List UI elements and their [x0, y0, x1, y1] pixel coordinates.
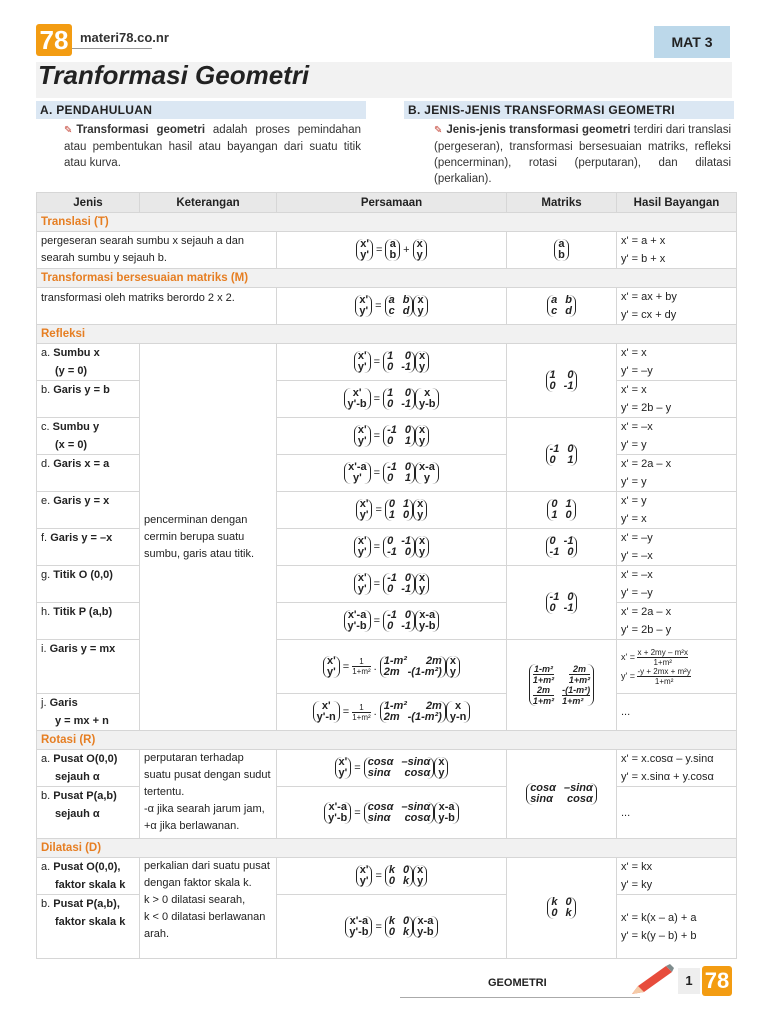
rotasi-b-result: ...	[617, 787, 737, 839]
transformation-table	[36, 192, 737, 959]
page-title: Tranformasi Geometri	[38, 60, 310, 90]
refleksi-gh-matrix: -1 0 0 -1	[507, 566, 617, 640]
refleksi-j-result: ...	[617, 694, 737, 731]
category-dilatasi: Dilatasi (D)	[37, 839, 737, 858]
refleksi-h-equation: x'-a y'-b = -1 0 0 -1 x-a y-b	[277, 603, 507, 640]
section-a-term: Transformasi geometri	[76, 124, 206, 136]
footer-logo: 78	[702, 966, 732, 996]
rotasi-a-result: x' = x.cosα – y.sinα y' = x.sinα + y.cosα	[617, 750, 737, 787]
refleksi-f-label: f. Garis y = –x	[37, 529, 140, 566]
dilatasi-b-result: x' = k(x – a) + a y' = k(y – b) + b	[617, 895, 737, 959]
refleksi-d-equation: x'-a y' = -1 0 0 1 x-a y	[277, 455, 507, 492]
refleksi-c-equation: x' y' = -1 0 0 1 x y	[277, 418, 507, 455]
col-header-persamaan: Persamaan	[277, 193, 507, 213]
rotasi-b-equation: x'-a y'-b = cosα –sinα sinα cosα x-a y-b	[277, 787, 507, 839]
translasi-result: x' = a + x y' = b + x	[617, 232, 737, 269]
site-url[interactable]: materi78.co.nr	[80, 30, 169, 45]
refleksi-i-result: x' = $\frac{\text{x + 2my – m²x}}{\text{1+m²}}$ y' = $\frac{\text{-y + 2mx + m²y}}{\text{1+m²}}$	[617, 640, 737, 694]
refleksi-f-matrix: 0 -1 -1 0	[507, 529, 617, 566]
subject-badge: MAT 3	[654, 26, 730, 58]
refleksi-g-label: g. Titik O (0,0)	[37, 566, 140, 603]
translasi-equation: x' y' = a b + x y	[277, 232, 507, 269]
refleksi-a-equation: x' y' = 1 0 0 -1 x y	[277, 344, 507, 381]
footer-divider	[400, 997, 640, 998]
refleksi-f-result: x' = –y y' = –x	[617, 529, 737, 566]
rotasi-matrix: cosα –sinα sinα cosα	[507, 750, 617, 839]
col-header-matriks: Matriks	[507, 193, 617, 213]
refleksi-d-label: d. Garis x = a	[37, 455, 140, 492]
section-a-body	[64, 122, 361, 171]
dilatasi-b-label: b. Pusat P(a,b), faktor skala k	[37, 895, 140, 959]
dilatasi-desc: perkalian dari suatu pusat dengan faktor skala k. k > 0 dilatasi searah, k < 0 dilatasi berlawanan arah.	[140, 858, 277, 959]
refleksi-b-label: b. Garis y = b	[37, 381, 140, 418]
refleksi-d-result: x' = 2a – x y' = y	[617, 455, 737, 492]
section-b-heading: B. JENIS-JENIS TRANSFORMASI GEOMETRI	[404, 101, 734, 119]
refleksi-ab-matrix: 1 0 0 -1	[507, 344, 617, 418]
footer-subject: GEOMETRI	[488, 977, 547, 989]
refleksi-e-matrix: 0 1 1 0	[507, 492, 617, 529]
refleksi-h-label: h. Titik P (a,b)	[37, 603, 140, 640]
dilatasi-b-equation: x'-a y'-b = k 0 0 k x-a y-b	[277, 895, 507, 959]
page-number: 1	[678, 968, 700, 994]
category-rotasi: Rotasi (R)	[37, 731, 737, 750]
dilatasi-a-label: a. Pusat O(0,0), faktor skala k	[37, 858, 140, 895]
refleksi-e-equation: x' y' = 0 1 1 0 x y	[277, 492, 507, 529]
refleksi-c-result: x' = –x y' = y	[617, 418, 737, 455]
refleksi-f-equation: x' y' = 0 -1 -1 0 x y	[277, 529, 507, 566]
site-logo: 78	[36, 24, 72, 56]
translasi-matrix: a b	[507, 232, 617, 269]
refleksi-e-label: e. Garis y = x	[37, 492, 140, 529]
section-b-text: terdiri dari translasi (pergeseran), transformasi bersesuaian matriks, refleksi (pencerminan), rotasi (perputaran), dan dilatasi (perkalian).	[434, 124, 732, 185]
dilatasi-a-equation: x' y' = k 0 0 k x y	[277, 858, 507, 895]
matriks-matrix: a b c d	[507, 288, 617, 325]
refleksi-j-equation: x' y'-n = $\frac{1}{\text{1+m²}}$ . 1-m² 2m 2m -(1-m²) x y-n	[277, 694, 507, 731]
header-divider	[72, 48, 152, 49]
rotasi-a-label: a. Pusat O(0,0) sejauh α	[37, 750, 140, 787]
refleksi-e-result: x' = y y' = x	[617, 492, 737, 529]
category-matriks: Transformasi bersesuaian matriks (M)	[37, 269, 737, 288]
refleksi-j-label: j. Garis y = mx + n	[37, 694, 140, 731]
matriks-result: x' = ax + by y' = cx + dy	[617, 288, 737, 325]
refleksi-i-equation: x' y' = $\frac{1}{\text{1+m²}}$ . 1-m² 2m 2m -(1-m²) x y	[277, 640, 507, 694]
rotasi-desc: perputaran terhadap suatu pusat dengan sudut tertentu. -α jika searah jarum jam, +α jika berlawanan.	[140, 750, 277, 839]
category-refleksi: Refleksi	[37, 325, 737, 344]
matriks-desc: transformasi oleh matriks berordo 2 x 2.	[37, 288, 277, 325]
col-header-keterangan: Keterangan	[140, 193, 277, 213]
refleksi-b-result: x' = x y' = 2b – y	[617, 381, 737, 418]
refleksi-g-result: x' = –x y' = –y	[617, 566, 737, 603]
rotasi-b-label: b. Pusat P(a,b) sejauh α	[37, 787, 140, 839]
section-a-text: adalah proses pemindahan atau pembentukan hasil atau bayangan dari suatu titik atau kurva.	[64, 124, 361, 169]
refleksi-g-equation: x' y' = -1 0 0 -1 x y	[277, 566, 507, 603]
col-header-jenis: Jenis	[37, 193, 140, 213]
translasi-desc: pergeseran searah sumbu x sejauh a dan searah sumbu y sejauh b.	[37, 232, 277, 269]
rotasi-a-equation: x' y' = cosα –sinα sinα cosα x y	[277, 750, 507, 787]
section-b-body	[434, 122, 731, 187]
refleksi-b-equation: x' y'-b = 1 0 0 -1 x y-b	[277, 381, 507, 418]
dilatasi-matrix: k 0 0 k	[507, 858, 617, 959]
section-b-term: Jenis-jenis transformasi geometri	[446, 124, 631, 136]
pencil-icon	[628, 962, 674, 998]
refleksi-i-label: i. Garis y = mx	[37, 640, 140, 694]
dilatasi-a-result: x' = kx y' = ky	[617, 858, 737, 895]
refleksi-c-label: c. Sumbu y (x = 0)	[37, 418, 140, 455]
refleksi-cd-matrix: -1 0 0 1	[507, 418, 617, 492]
matriks-equation: x' y' = a b c d x y	[277, 288, 507, 325]
pencil-icon: ✎	[64, 125, 73, 136]
refleksi-desc: pencerminan dengan cermin berupa suatu sumbu, garis atau titik.	[140, 344, 277, 731]
category-translasi: Translasi (T)	[37, 213, 737, 232]
col-header-hasil: Hasil Bayangan	[617, 193, 737, 213]
section-a-heading: A. PENDAHULUAN	[36, 101, 366, 119]
pencil-icon: ✎	[434, 125, 443, 136]
refleksi-a-label: a. Sumbu x (y = 0)	[37, 344, 140, 381]
refleksi-h-result: x' = 2a – x y' = 2b – y	[617, 603, 737, 640]
refleksi-a-result: x' = x y' = –y	[617, 344, 737, 381]
refleksi-ij-matrix: $\frac{\text{1-m²}}{\text{1+m²}}$ $\frac{2m}{\text{1+m²}}$ $\frac{2m}{\text{1+m²}}$ $\frac{\text{-(1-m²)}}{\text{1+m²}}$	[507, 640, 617, 731]
